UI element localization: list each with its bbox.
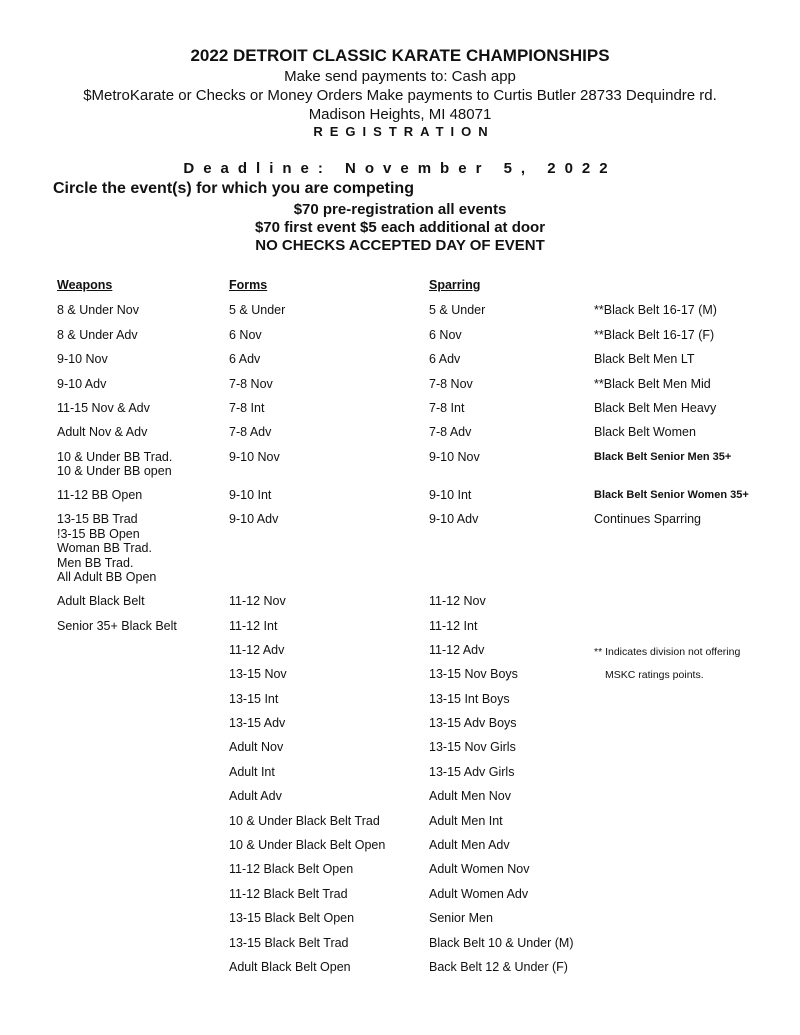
forms-item: Adult Nov <box>229 740 284 755</box>
sparring-item: 6 Adv <box>429 352 461 367</box>
sparring-item: 7-8 Nov <box>429 376 473 391</box>
black-belt-item: Continues Sparring <box>594 512 702 527</box>
payment-line-2: $MetroKarate or Checks or Money Orders Make payments to Curtis Butler 28733 Dequindre rd. <box>83 87 717 104</box>
sparring-item: 11-12 Int <box>429 618 478 633</box>
sparring-item: 9-10 Nov <box>429 449 480 464</box>
forms-item: 7-8 Nov <box>229 376 273 391</box>
registration-heading: REGISTRATION <box>313 124 495 139</box>
sparring-item: 11-12 Adv <box>429 642 485 657</box>
forms-item: 7-8 Int <box>229 400 265 415</box>
black-belt-spacer <box>594 592 794 616</box>
sparring-item: Black Belt 10 & Under (M) <box>429 935 574 950</box>
black-belt-item: **Black Belt 16-17 (M) <box>594 303 717 318</box>
forms-item: 6 Nov <box>229 327 262 342</box>
sparring-item: 7-8 Int <box>429 400 465 415</box>
sparring-item: Back Belt 12 & Under (F) <box>429 959 568 974</box>
sparring-item: 7-8 Adv <box>429 425 472 440</box>
forms-item: 11-12 Nov <box>229 594 286 609</box>
weapons-item: 9-10 Nov <box>57 352 108 367</box>
sparring-item: 13-15 Nov Girls <box>429 740 516 755</box>
sparring-item: 9-10 Int <box>429 487 472 502</box>
forms-item: 11-12 Adv <box>229 642 285 657</box>
sparring-item: 6 Nov <box>429 327 462 342</box>
event-title: 2022 DETROIT CLASSIC KARATE CHAMPIONSHIPS <box>190 46 610 65</box>
forms-item: 9-10 Int <box>229 487 272 502</box>
weapons-item: 8 & Under Adv <box>57 327 138 342</box>
sparring-item: 9-10 Adv <box>429 512 479 527</box>
weapons-item: Adult Nov & Adv <box>57 425 148 440</box>
price-at-door: $70 first event $5 each additional at door <box>254 219 546 236</box>
forms-column <box>229 277 424 982</box>
forms-item: 13-15 Nov <box>229 667 287 682</box>
sparring-item: Adult Women Adv <box>429 886 529 901</box>
forms-item: Adult Int <box>229 764 275 779</box>
payment-line-1: Make send payments to: Cash app <box>284 68 516 85</box>
forms-item: 9-10 Adv <box>229 512 279 527</box>
black-belt-item: **Black Belt 16-17 (F) <box>594 327 715 342</box>
sparring-item: 13-15 Nov Boys <box>429 667 518 682</box>
sparring-heading: Sparring <box>429 278 481 292</box>
payment-line-3: Madison Heights, MI 48071 <box>308 106 492 123</box>
no-checks-notice: NO CHECKS ACCEPTED DAY OF EVENT <box>255 237 545 254</box>
black-belt-spacer <box>594 617 794 641</box>
sparring-item: Senior Men <box>429 911 493 926</box>
black-belt-item: Black Belt Senior Women 35+ <box>594 488 749 501</box>
sparring-item: 13-15 Adv Girls <box>429 764 515 779</box>
weapons-item: 10 & Under BB Trad. 10 & Under BB open <box>57 449 173 479</box>
forms-item: 13-15 Int <box>229 691 279 706</box>
circle-instruction: Circle the event(s) for which you are competing <box>53 180 414 197</box>
black-belt-item: Black Belt Senior Men 35+ <box>594 450 732 463</box>
sparring-item: 11-12 Nov <box>429 594 486 609</box>
sparring-item: Adult Men Nov <box>429 789 511 804</box>
forms-item: 11-12 Black Belt Trad <box>229 886 348 901</box>
weapons-item: 8 & Under Nov <box>57 303 139 318</box>
forms-item: 9-10 Nov <box>229 449 280 464</box>
forms-heading: Forms <box>229 278 268 292</box>
black-belt-heading-spacer <box>594 277 794 301</box>
weapons-item: 11-15 Nov & Adv <box>57 400 150 415</box>
sparring-item: 5 & Under <box>429 303 486 318</box>
weapons-column <box>57 277 222 641</box>
weapons-item: Adult Black Belt <box>57 594 145 609</box>
ratings-note-line-1: ** Indicates division not offering <box>594 645 741 658</box>
forms-item: 11-12 Int <box>229 618 278 633</box>
black-belt-item: Black Belt Men LT <box>594 352 695 367</box>
sparring-column <box>429 277 594 982</box>
black-belt-item: **Black Belt Men Mid <box>594 376 711 391</box>
ratings-note-line-2: MSKC ratings points. <box>605 668 704 681</box>
sparring-item: 13-15 Int Boys <box>429 691 510 706</box>
forms-item: Adult Adv <box>229 789 282 804</box>
weapons-item: 11-12 BB Open <box>57 487 143 502</box>
forms-item: 13-15 Black Belt Trad <box>229 935 349 950</box>
black-belt-item: Black Belt Women <box>594 425 696 440</box>
weapons-item: 9-10 Adv <box>57 376 107 391</box>
black-belt-item: Black Belt Men Heavy <box>594 400 717 415</box>
weapons-item: Senior 35+ Black Belt <box>57 618 177 633</box>
price-pre-registration: $70 pre-registration all events <box>293 201 507 218</box>
forms-item: 7-8 Adv <box>229 425 272 440</box>
forms-item: 6 Adv <box>229 352 261 367</box>
black-belt-column <box>594 277 794 682</box>
forms-item: 10 & Under Black Belt Trad <box>229 813 380 828</box>
deadline: Deadline: November 5, 2022 <box>183 160 617 177</box>
forms-item: 10 & Under Black Belt Open <box>229 838 386 853</box>
weapons-item: 13-15 BB Trad !3-15 BB Open Woman BB Trad. Men BB Trad. All Adult BB Open <box>57 512 157 585</box>
forms-item: 11-12 Black Belt Open <box>229 862 354 877</box>
weapons-heading: Weapons <box>57 278 113 292</box>
sparring-item: 13-15 Adv Boys <box>429 716 517 731</box>
forms-item: 13-15 Adv <box>229 716 286 731</box>
sparring-item: Adult Men Int <box>429 813 503 828</box>
forms-item: 5 & Under <box>229 303 286 318</box>
forms-item: Adult Black Belt Open <box>229 959 351 974</box>
sparring-item: Adult Women Nov <box>429 862 530 877</box>
forms-item: 13-15 Black Belt Open <box>229 911 355 926</box>
sparring-item: Adult Men Adv <box>429 838 510 853</box>
